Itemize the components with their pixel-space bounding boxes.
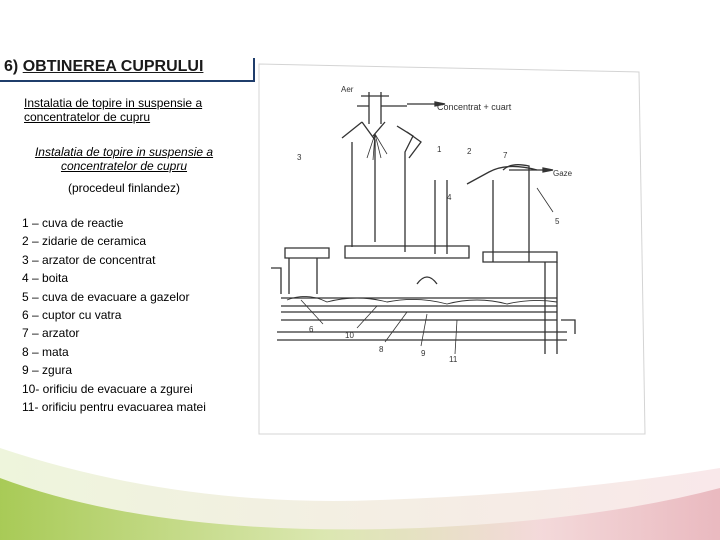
label-concentrate: Concentrat + cuart — [437, 102, 512, 112]
legend-item: 5 – cuva de evacuare a gazelor — [22, 289, 190, 304]
label-num-6: 6 — [309, 325, 314, 334]
legend-item: 9 – zgura — [22, 363, 73, 378]
label-num-1: 1 — [437, 145, 442, 154]
legend-item: 2 – zidarie de ceramica — [22, 234, 147, 249]
legend-item: 3 – arzator de concentrat — [22, 252, 156, 267]
slide-title — [4, 58, 203, 76]
legend-item: 4 – boita — [22, 271, 69, 286]
label-num-9: 9 — [421, 349, 426, 358]
diagram-frame — [259, 64, 645, 434]
label-num-5: 5 — [555, 217, 560, 226]
caption-primary: Instalatia de topire in suspensie a concentratelor de cupru — [24, 96, 203, 124]
legend-item: 1 – cuva de reactie — [22, 216, 124, 230]
legend-item: 6 – cuptor cu vatra — [22, 308, 122, 323]
furnace-drawing — [271, 92, 575, 354]
legend-list — [22, 214, 252, 416]
legend-item: 8 – mata — [22, 344, 69, 359]
caption-secondary: Instalatia de topire in suspensie a concentratelor de cupru — [34, 145, 214, 173]
label-num-7: 7 — [503, 151, 508, 160]
label-num-4: 4 — [447, 193, 452, 202]
label-num-10: 10 — [345, 331, 354, 340]
label-gas: Gaze — [553, 169, 573, 178]
title-underline-rule — [0, 80, 254, 82]
label-num-2: 2 — [467, 147, 472, 156]
title-vertical-rule — [253, 58, 255, 82]
title-text: OBTINEREA CUPRULUI — [22, 58, 204, 75]
legend-item: 10- orificiu de evacuare a zgurei — [22, 381, 193, 396]
label-aer: Aer — [341, 85, 354, 94]
furnace-diagram — [257, 62, 647, 438]
label-num-11: 11 — [449, 355, 458, 364]
label-num-3: 3 — [297, 153, 302, 162]
footer-decoration — [0, 438, 720, 540]
title-number: 6) — [4, 58, 19, 75]
caption-note: (procedeul finlandez) — [67, 181, 181, 195]
legend-item: 7 – arzator — [22, 326, 80, 341]
label-num-8: 8 — [379, 345, 384, 354]
legend-item: 11- orificiu pentru evacuarea matei — [22, 400, 206, 415]
